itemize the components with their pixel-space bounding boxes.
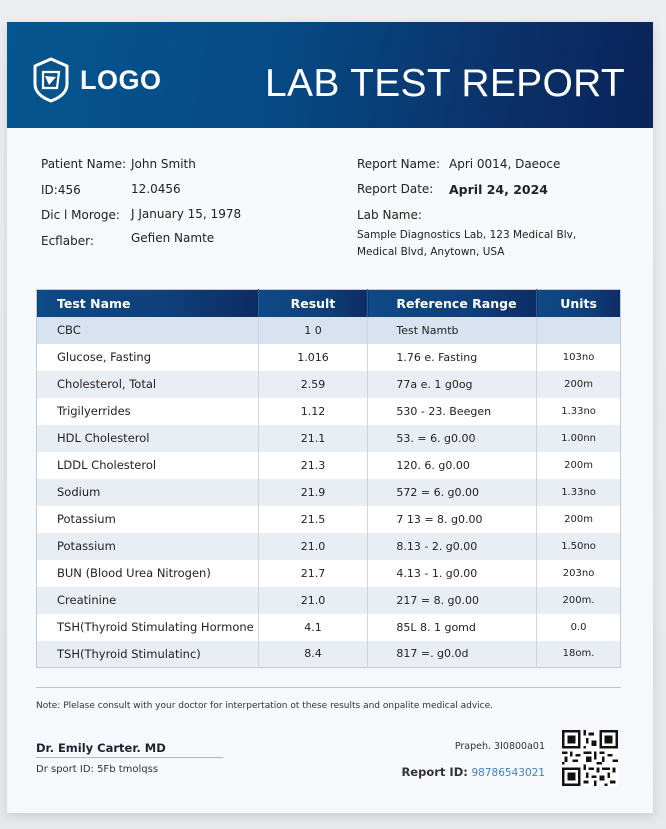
col-header-units: Units — [537, 290, 621, 317]
col-header-result: Result — [258, 290, 368, 317]
cell-test: BUN (Blood Urea Nitrogen) — [37, 560, 259, 587]
cell-result: 2.59 — [258, 371, 368, 398]
cell-result: 4.1 — [258, 614, 368, 641]
table-row — [37, 425, 621, 452]
patient-id-label: ID:456 — [41, 183, 81, 197]
signature-line — [36, 757, 223, 758]
col-header-test-name: Test Name — [37, 290, 259, 317]
cell-result: 21.0 — [258, 533, 368, 560]
table-row — [37, 371, 621, 398]
cell-units: 0.0 — [537, 614, 621, 641]
report-date-label: Report Date: — [357, 182, 434, 196]
report-page — [7, 22, 653, 813]
cell-result: 21.5 — [258, 506, 368, 533]
cell-units: 1.33no — [537, 479, 621, 506]
cell-test: Potassium — [37, 533, 259, 560]
cell-test: Glucose, Fasting — [37, 344, 259, 371]
cell-range: 7 13 = 8. g0.00 — [368, 506, 537, 533]
cell-result: 1 0 — [258, 317, 368, 344]
cell-test: Trigilyerrides — [37, 398, 259, 425]
cell-range: 1.76 e. Fasting — [368, 344, 537, 371]
table-row — [37, 614, 621, 641]
patient-name-value: John Smith — [131, 157, 196, 171]
table-row — [37, 533, 621, 560]
col-header-reference-range: Reference Range — [368, 290, 537, 317]
qr-code-icon — [560, 730, 620, 786]
logo — [32, 57, 162, 103]
cell-result: 1.12 — [258, 398, 368, 425]
patient-other-value: Gefien Namte — [131, 231, 215, 245]
cell-result: 21.0 — [258, 587, 368, 614]
cell-units: 1.50no — [537, 533, 621, 560]
cell-test: Creatinine — [37, 587, 259, 614]
cell-range: 120. 6. g0.00 — [368, 452, 537, 479]
cell-result: 8.4 — [258, 641, 368, 668]
disclaimer-note: Note: Plelase consult with your doctor for interpertation ot these results and onpalite medical advice. — [36, 701, 493, 711]
cell-range: 530 - 23. Beegen — [368, 398, 537, 425]
cell-range: 4.13 - 1. g0.00 — [368, 560, 537, 587]
report-id-label: Report ID: — [401, 765, 468, 779]
cell-test: HDL Cholesterol — [37, 425, 259, 452]
cell-result: 1.016 — [258, 344, 368, 371]
cell-result: 21.1 — [258, 425, 368, 452]
cell-test: TSH(Thyroid Stimulating Hormone — [37, 614, 259, 641]
shield-logo-icon — [32, 57, 70, 103]
table-row — [37, 560, 621, 587]
cell-units: 203no — [537, 560, 621, 587]
cell-units: 200m — [537, 452, 621, 479]
table-header-row — [37, 290, 621, 317]
prepared-by: Prapeh. 3I0800a01 — [454, 741, 545, 752]
cell-test: Sodium — [37, 479, 259, 506]
patient-dob-label: Dic l Moroge: — [41, 208, 120, 222]
patient-name-label: Patient Name: — [41, 157, 127, 171]
footer-divider — [36, 687, 621, 688]
report-title: LAB TEST REPORT — [265, 62, 625, 105]
report-id-value: 98786543021 — [471, 767, 545, 779]
cell-units: 200m — [537, 371, 621, 398]
doctor-id: Dr sport ID: 5Fb tmolqss — [36, 764, 159, 775]
cell-result: 21.7 — [258, 560, 368, 587]
cell-test: Cholesterol, Total — [37, 371, 259, 398]
cell-result: 21.3 — [258, 452, 368, 479]
cell-range: Test Namtb — [368, 317, 537, 344]
cell-test: LDDL Cholesterol — [37, 452, 259, 479]
header-banner — [7, 22, 653, 128]
cell-test: Potassium — [37, 506, 259, 533]
cell-range: 77a e. 1 g0og — [368, 371, 537, 398]
table-row — [37, 479, 621, 506]
lab-name-label: Lab Name: — [357, 208, 422, 222]
report-date-value: April 24, 2024 — [449, 182, 548, 197]
cell-units: 200m — [537, 506, 621, 533]
table-row — [37, 641, 621, 668]
cell-test: CBC — [37, 317, 259, 344]
doctor-name: Dr. Emily Carter. MD — [36, 741, 166, 755]
report-id — [401, 765, 545, 779]
cell-test: TSH(Thyroid Stimulatinc) — [37, 641, 259, 668]
cell-result: 21.9 — [258, 479, 368, 506]
patient-other-label: Ecflaber: — [41, 234, 94, 248]
cell-units: 1.33no — [537, 398, 621, 425]
cell-units: 18om. — [537, 641, 621, 668]
table-row — [37, 452, 621, 479]
cell-units: 200m. — [537, 587, 621, 614]
lab-address: Sample Diagnostics Lab, 123 Medical Blv, Medical Blvd, Anytown, USA — [357, 229, 577, 258]
patient-id-value: 12.0456 — [131, 182, 181, 196]
table-row — [37, 398, 621, 425]
cell-units — [537, 317, 621, 344]
cell-units: 103no — [537, 344, 621, 371]
cell-range: 8.13 - 2. g0.00 — [368, 533, 537, 560]
cell-range: 817 =. g0.0d — [368, 641, 537, 668]
logo-text: LOGO — [80, 64, 162, 95]
table-row — [37, 317, 621, 344]
table-row — [37, 587, 621, 614]
cell-range: 85L 8. 1 gomd — [368, 614, 537, 641]
table-row — [37, 506, 621, 533]
results-table — [36, 289, 621, 668]
cell-range: 572 = 6. g0.00 — [368, 479, 537, 506]
report-name-label: Report Name: — [357, 157, 441, 171]
cell-range: 53. = 6. g0.00 — [368, 425, 537, 452]
cell-units: 1.00nn — [537, 425, 621, 452]
table-row — [37, 344, 621, 371]
report-name-value: Apri 0014, Daeoce — [449, 157, 561, 171]
cell-range: 217 = 8. g0.00 — [368, 587, 537, 614]
patient-dob-value: J January 15, 1978 — [131, 207, 242, 221]
